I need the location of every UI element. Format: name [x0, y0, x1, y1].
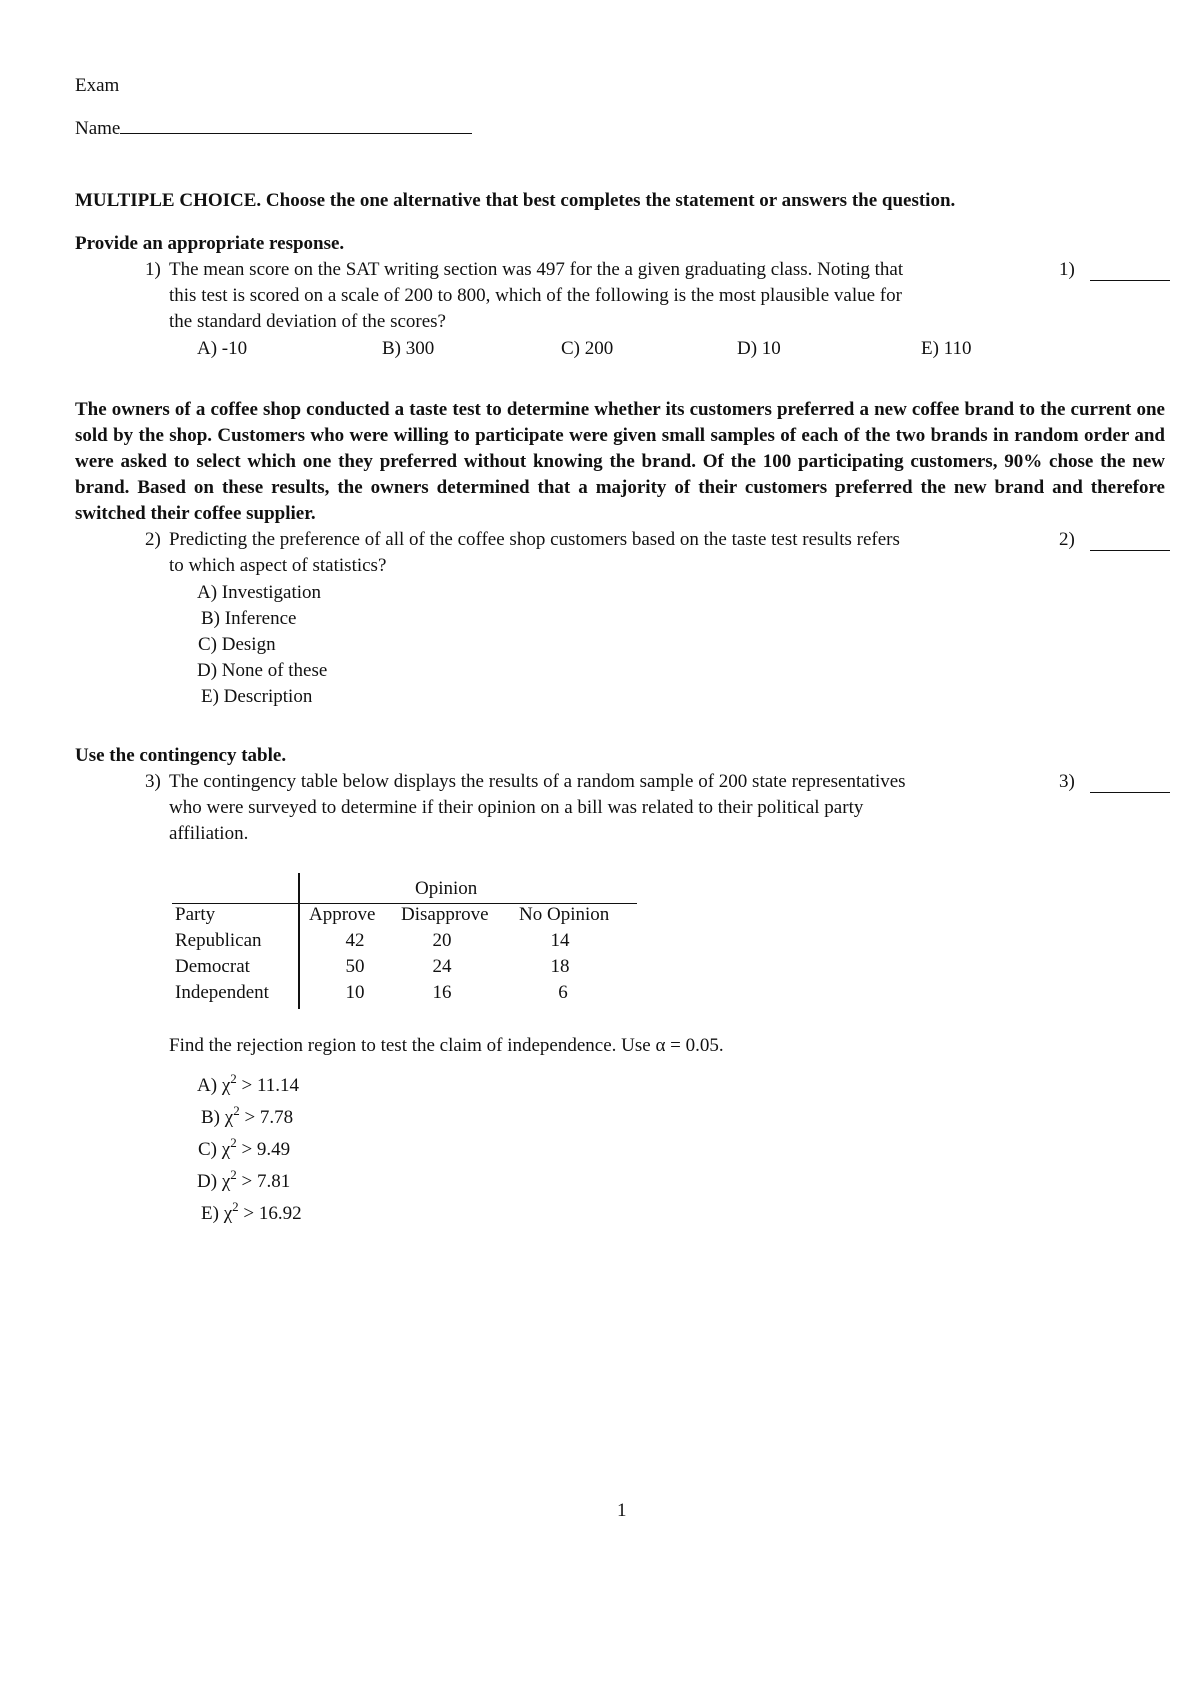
exponent: 2	[230, 1167, 237, 1182]
table-group-header: Opinion	[415, 878, 478, 899]
q3-answer-number: 3)	[1059, 771, 1075, 792]
table-cell: 50	[345, 956, 365, 977]
option-value: > 11.14	[236, 1075, 300, 1096]
q3-number: 3)	[145, 771, 161, 792]
q3-prompt: Find the rejection region to test the claim of independence. Use α = 0.05.	[169, 1035, 724, 1056]
option-value: > 7.78	[239, 1107, 294, 1128]
table-row-label: Democrat	[175, 956, 250, 977]
chi-symbol: χ	[221, 1075, 231, 1096]
option-letter: A)	[197, 1075, 218, 1096]
chi-symbol: χ	[221, 1171, 231, 1192]
option-letter: C)	[198, 1139, 217, 1160]
table-vertical-rule	[298, 873, 300, 1009]
table-cell: 18	[550, 956, 570, 977]
q3-line1: The contingency table below displays the results of a random sample of 200 state representatives	[169, 771, 906, 792]
q2-option-e: E) Description	[201, 686, 313, 707]
option-value: > 7.81	[236, 1171, 291, 1192]
exam-label: Exam	[75, 75, 120, 96]
q2-option-a: A) Investigation	[197, 582, 322, 603]
q2-number: 2)	[145, 529, 161, 550]
name-label: Name	[75, 118, 121, 139]
option-value: > 16.92	[238, 1203, 302, 1224]
q3-option-a	[197, 1066, 299, 1099]
q1-line2: this test is scored on a scale of 200 to 800, which of the following is the most plausible value for	[169, 285, 902, 306]
table-cell: 16	[432, 982, 452, 1003]
chi-symbol: χ	[221, 1139, 231, 1160]
q2-answer-blank[interactable]	[1090, 550, 1170, 551]
name-row	[75, 116, 472, 142]
q1-option-c: C) 200	[561, 338, 614, 359]
exponent: 2	[232, 1199, 239, 1214]
q3-line2: who were surveyed to determine if their opinion on a bill was related to their political party	[169, 797, 864, 818]
table-cell: 14	[550, 930, 570, 951]
option-value: > 9.49	[236, 1139, 291, 1160]
q3-option-e	[201, 1194, 302, 1227]
exponent: 2	[230, 1135, 237, 1150]
table-row-label: Independent	[175, 982, 269, 1003]
q1-option-e: E) 110	[921, 338, 972, 359]
q3-option-b	[201, 1098, 293, 1131]
instructions: MULTIPLE CHOICE. Choose the one alternative that best completes the statement or answers the question.	[75, 190, 956, 211]
name-blank-line[interactable]	[120, 133, 472, 134]
coffee-scenario-paragraph: The owners of a coffee shop conducted a taste test to determine whether its customers preferred a new coffee brand to the current one sold by the shop. Customers who were willing to participate were given small samples of each of the two brands in random order and were asked to select which one they preferred without knowing the brand. Of the 100 participating customers, 90% chose the new brand. Based on these results, the owners determined that a majority of their customers preferred the new brand and therefore switched their coffee supplier.	[75, 399, 1165, 524]
exponent: 2	[233, 1103, 240, 1118]
table-cell: 6	[558, 982, 568, 1003]
q2-option-d: D) None of these	[197, 660, 328, 681]
table-cell: 10	[345, 982, 365, 1003]
q3-option-c	[198, 1130, 290, 1163]
section1-heading: Provide an appropriate response.	[75, 233, 345, 254]
q1-option-b: B) 300	[382, 338, 435, 359]
page-number: 1	[617, 1500, 627, 1521]
q3-answer-blank[interactable]	[1090, 792, 1170, 793]
q3-line3: affiliation.	[169, 823, 249, 844]
q1-option-d: D) 10	[737, 338, 781, 359]
table-col-disapprove: Disapprove	[401, 904, 489, 925]
table-cell: 20	[432, 930, 452, 951]
table-row-header: Party	[175, 904, 216, 925]
q1-line1: The mean score on the SAT writing section was 497 for the a given graduating class. Noting that	[169, 259, 904, 280]
q3-option-d	[197, 1162, 290, 1195]
table-col-approve: Approve	[309, 904, 376, 925]
option-letter: D)	[197, 1171, 218, 1192]
q2-option-c: C) Design	[198, 634, 276, 655]
q1-answer-blank[interactable]	[1090, 280, 1170, 281]
exponent: 2	[230, 1071, 237, 1086]
q1-answer-number: 1)	[1059, 259, 1075, 280]
chi-symbol: χ	[223, 1203, 233, 1224]
table-row-label: Republican	[175, 930, 262, 951]
chi-symbol: χ	[224, 1107, 234, 1128]
option-letter: B)	[201, 1107, 220, 1128]
q2-line2: to which aspect of statistics?	[169, 555, 387, 576]
option-letter: E)	[201, 1203, 219, 1224]
q2-option-b: B) Inference	[201, 608, 297, 629]
q2-line1: Predicting the preference of all of the coffee shop customers based on the taste test results refers	[169, 529, 900, 550]
q1-line3: the standard deviation of the scores?	[169, 311, 446, 332]
table-col-no-opinion: No Opinion	[519, 904, 610, 925]
table-cell: 24	[432, 956, 452, 977]
q2-answer-number: 2)	[1059, 529, 1075, 550]
table-cell: 42	[345, 930, 365, 951]
q1-number: 1)	[145, 259, 161, 280]
section3-heading: Use the contingency table.	[75, 745, 287, 766]
q1-option-a: A) -10	[197, 338, 248, 359]
